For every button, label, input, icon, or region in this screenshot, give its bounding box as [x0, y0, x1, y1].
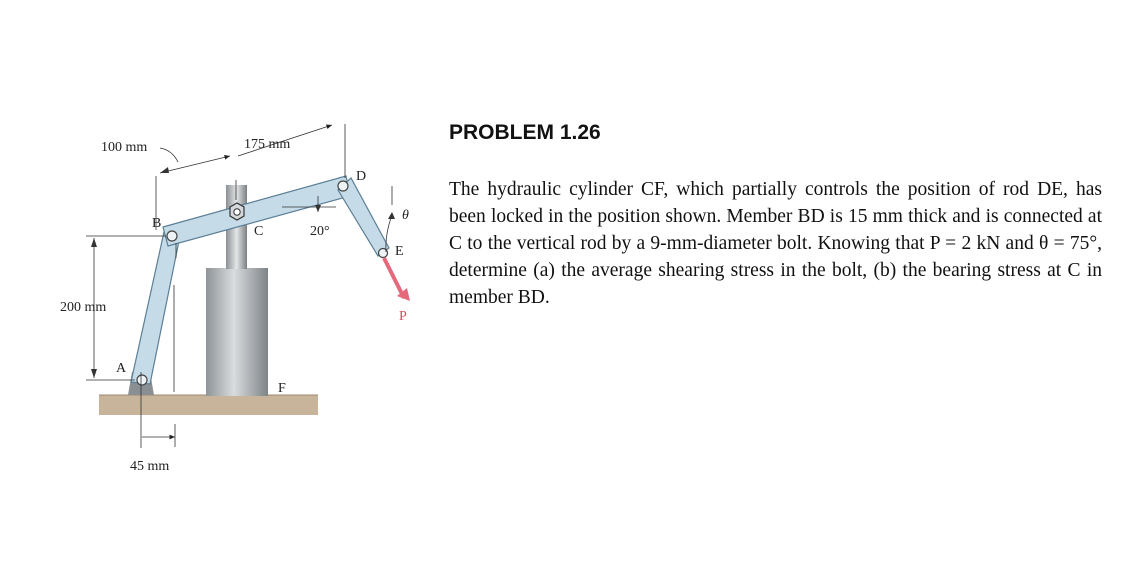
label-theta: θ [402, 208, 409, 223]
label-dim-45: 45 mm [130, 459, 170, 474]
dim-100-line [160, 156, 230, 173]
label-dim-200: 200 mm [60, 300, 107, 315]
pin-a [137, 375, 147, 385]
label-angle-20: 20° [310, 224, 330, 239]
label-point-d: D [356, 169, 367, 184]
label-dim-100: 100 mm [101, 140, 148, 155]
dim-200-arrow-bottom [91, 369, 97, 378]
label-point-b: B [152, 216, 162, 231]
dim-100-leader [160, 148, 178, 162]
label-point-f: F [278, 381, 286, 396]
angle-20-arrow [315, 205, 321, 212]
ground-base [99, 395, 318, 415]
dim-200-arrow-top [91, 238, 97, 247]
pin-d [338, 181, 348, 191]
cylinder-body [206, 268, 268, 396]
problem-title: PROBLEM 1.26 [449, 121, 601, 144]
pin-b [167, 231, 177, 241]
label-point-a: A [116, 361, 127, 376]
problem-statement: The hydraulic cylinder CF, which partially controls the position of rod DE, has been locked in the position shown. Member BD is 15 mm thick and is connected at C to the vertical rod by a 9-mm-diameter bolt. Knowing that P = 2 kN and θ = 75°, determine (a) the average shearing stress in the bolt, (b) the bearing stress at C in member BD. [449, 179, 1102, 308]
dim-100-arrow-start [160, 167, 169, 173]
label-point-e: E [395, 244, 404, 259]
theta-arrow [388, 212, 395, 219]
force-p-line [384, 258, 404, 298]
label-force-p: P [399, 309, 407, 324]
bolt-c [234, 209, 240, 215]
label-point-c: C [254, 224, 264, 239]
hydraulic-linkage-figure [0, 0, 440, 566]
member-ab [131, 232, 180, 384]
label-dim-175: 175 mm [244, 137, 291, 152]
